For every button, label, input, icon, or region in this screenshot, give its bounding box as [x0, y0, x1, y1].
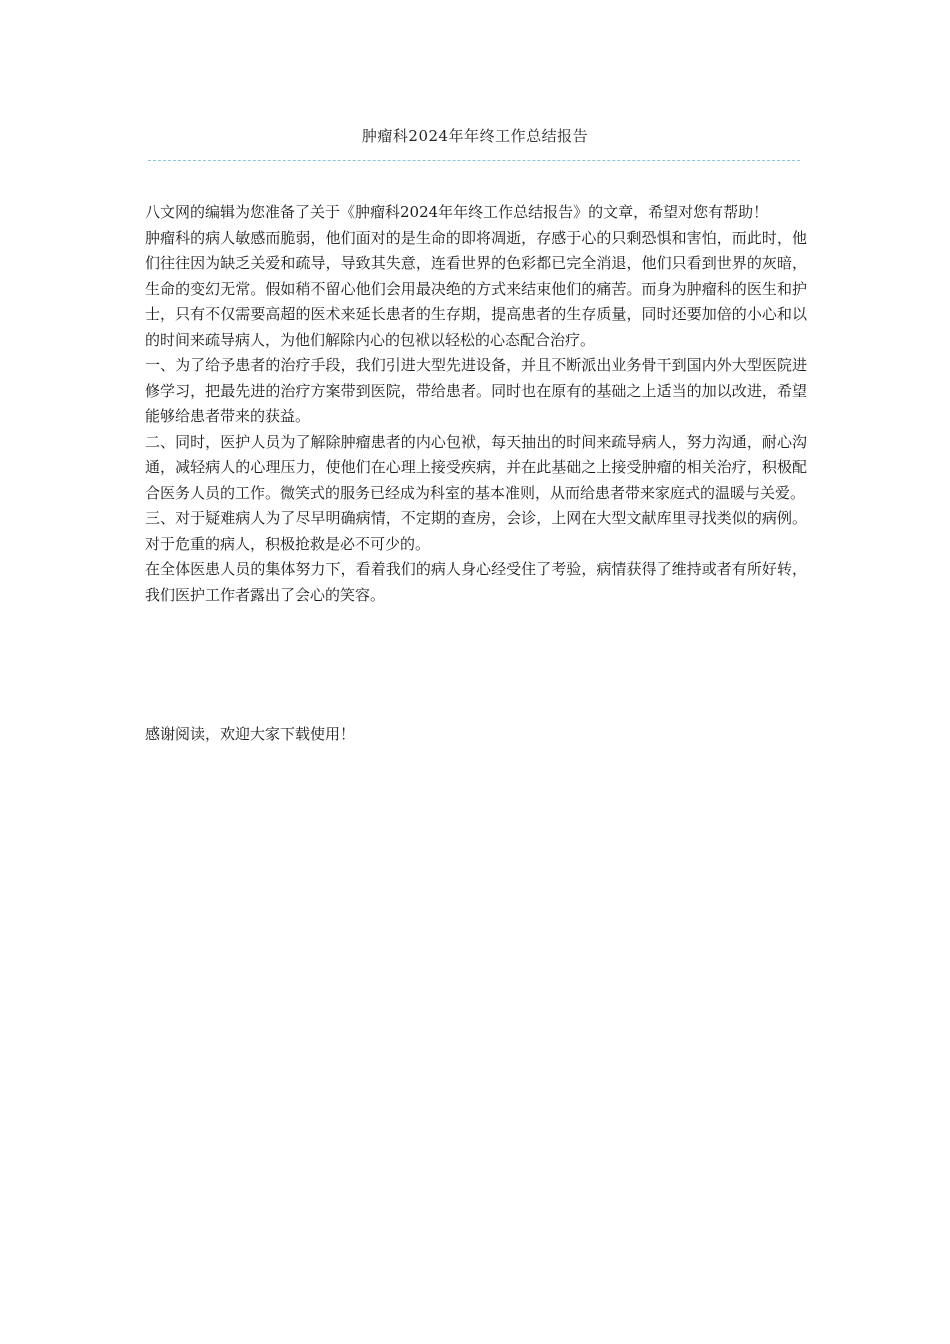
body-paragraph: 肿瘤科的病人敏感而脆弱，他们面对的是生命的即将凋逝，存感于心的只剩恐惧和害怕，而此时，他们往往因为缺乏关爱和疏导，导致其失意，连看世界的色彩都已完全消退，他们只看到世界的灰暗，生命的变幻无常。假如稍不留心他们会用最决绝的方式来结束他们的痛苦。而身为肿瘤科的医生和护士，只有不仅需要高超的医术来延长患者的生存期，提高患者的生存质量，同时还要加倍的小心和以的时间来疏导病人，为他们解除内心的包袱以轻松的心态配合治疗。 — [145, 228, 807, 349]
closing-note: 感谢阅读，欢迎大家下载使用！ — [145, 725, 356, 743]
body-paragraph: 二、同时，医护人员为了解除肿瘤患者的内心包袱，每天抽出的时间来疏导病人，努力沟通，耐心沟通，减轻病人的心理压力，使他们在心理上接受疾病，并在此基础之上接受肿瘤的相关治疗，积极配合医务人员的工作。微笑式的服务已经成为科室的基本准则，从而给患者带来家庭式的温暖与关爱。 — [145, 432, 807, 502]
title-divider — [148, 160, 800, 161]
body-paragraph: 在全体医患人员的集体努力下，看着我们的病人身心经受住了考验，病情获得了维持或者有所好转，我们医护工作者露出了会心的笑容。 — [145, 560, 807, 604]
body-paragraph: 三、对于疑难病人为了尽早明确病情，不定期的查房，会诊，上网在大型文献库里寻找类似的病例。对于危重的病人，积极抢救是必不可少的。 — [145, 509, 807, 553]
intro-paragraph: 八文网的编辑为您准备了关于《肿瘤科2024年年终工作总结报告》的文章，希望对您有帮助！ — [145, 203, 769, 221]
document-body — [145, 200, 807, 608]
document-title: 肿瘤科2024年年终工作总结报告 — [361, 127, 589, 145]
body-paragraph: 一、为了给予患者的治疗手段，我们引进大型先进设备，并且不断派出业务骨干到国内外大型医院进修学习，把最先进的治疗方案带到医院，带给患者。同时也在原有的基础之上适当的加以改进，希望能够给患者带来的获益。 — [145, 356, 807, 425]
